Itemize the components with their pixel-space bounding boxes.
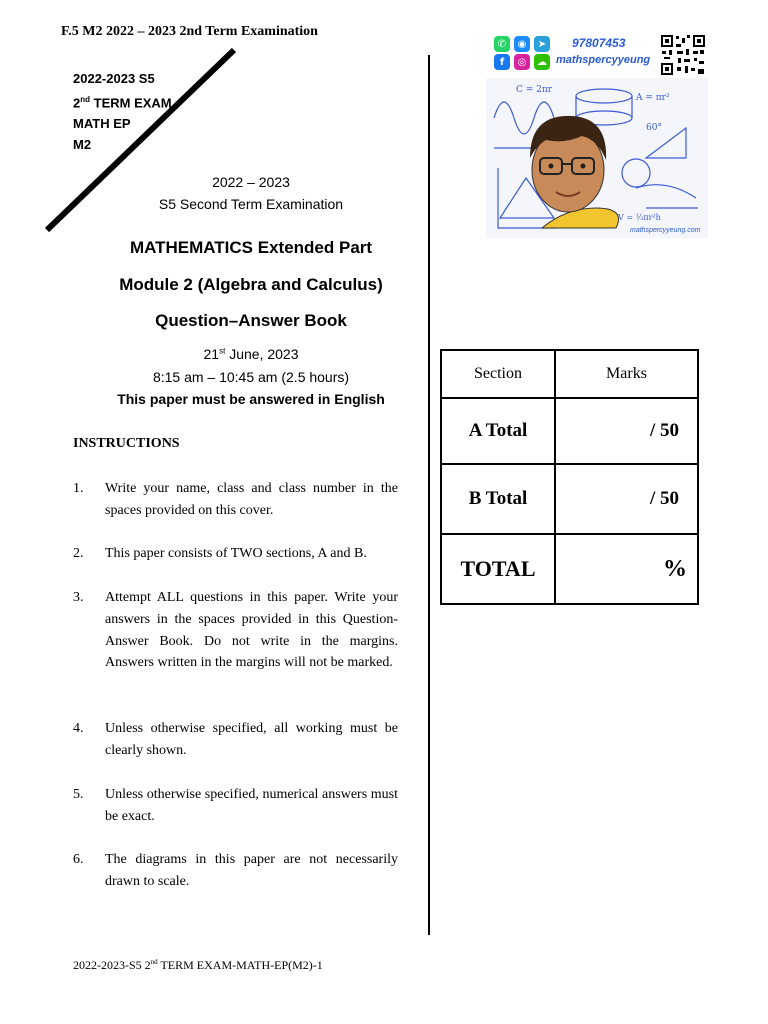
corner-term-text: TERM EXAM (90, 95, 172, 111)
table-row (441, 464, 698, 534)
instruction-item (73, 718, 398, 762)
section-b-label: B Total (441, 464, 555, 534)
table-total-row (441, 534, 698, 604)
total-label: TOTAL (441, 534, 555, 604)
instruction-item (73, 543, 398, 565)
cover-date-rest: June, 2023 (225, 346, 299, 362)
signal-icon: ◉ (514, 36, 530, 52)
instruction-number: 4. (73, 721, 84, 736)
cover-exam-name: S5 Second Term Examination (158, 196, 344, 212)
contact-phone: 97807453 (572, 36, 626, 50)
instruction-item (73, 849, 398, 893)
doodle-formula: A = πr² (636, 93, 670, 103)
telegram-icon: ➤ (534, 36, 550, 52)
table-row (441, 398, 698, 464)
instruction-number: 5. (73, 787, 84, 802)
cover-subject: MATHEMATICS Extended Part (129, 238, 373, 257)
instruction-item (73, 587, 398, 674)
corner-term-suffix: nd (80, 95, 91, 104)
cover-language-note: This paper must be answered in English (117, 391, 385, 407)
teacher-logo (486, 32, 708, 238)
social-handle: mathspercyyeung (556, 54, 651, 66)
marks-table (440, 349, 699, 605)
wechat-icon: ☁ (534, 54, 550, 70)
column-header-marks: Marks (555, 350, 698, 398)
page-footer (73, 958, 323, 973)
footer-suffix: nd (150, 958, 158, 966)
cover-date-suffix: st (219, 346, 226, 356)
instruction-text: Attempt ALL questions in this paper. Write your answers in the spaces provided in this Question-Answer Book. Do not write in the margins. Answers written in the margins will not be marked. (105, 590, 398, 671)
corner-term-number: 2 (73, 95, 81, 111)
footer-prefix: 2022-2023-S5 2 (73, 958, 151, 972)
instruction-number: 3. (73, 590, 84, 605)
website-label: mathspercyyeung.com (630, 227, 701, 234)
total-percent: % (555, 534, 698, 604)
doodle-formula: 60° (646, 123, 662, 133)
section-a-label: A Total (441, 398, 555, 464)
table-header-row (441, 350, 698, 398)
cover-date-day: 21 (203, 346, 220, 362)
footer-rest: TERM EXAM-MATH-EP(M2)-1 (157, 958, 323, 972)
doodle-formula: C = 2πr (516, 85, 553, 95)
cover-time: 8:15 am – 10:45 am (2.5 hours) (152, 369, 350, 385)
social-icons-row-2 (494, 54, 550, 70)
instagram-icon: ◎ (514, 54, 530, 70)
header-title: F.5 M2 2022 – 2023 2nd Term Examination (61, 24, 318, 39)
corner-line-3: MATH EP (73, 116, 131, 132)
doodle-formula: V = ⅓πr²h (618, 213, 661, 222)
instruction-item (73, 784, 398, 828)
corner-exam-label (73, 68, 172, 155)
cover-year: 2022 – 2023 (212, 174, 290, 190)
column-header-section: Section (441, 350, 555, 398)
instruction-number: 2. (73, 546, 84, 561)
corner-line-4: M2 (73, 137, 92, 153)
social-icons-row-1 (494, 36, 550, 52)
instruction-text: This paper consists of TWO sections, A and B. (105, 546, 367, 561)
section-b-marks: / 50 (555, 464, 698, 534)
instruction-number: 6. (73, 852, 84, 867)
instruction-text: Unless otherwise specified, numerical answers must be exact. (105, 787, 398, 824)
math-doodle-illustration (486, 78, 708, 238)
instruction-item (73, 478, 398, 522)
instructions-heading: INSTRUCTIONS (73, 436, 180, 451)
corner-line-2 (73, 89, 172, 113)
cover-book-title: Question–Answer Book (155, 311, 347, 330)
corner-line-1: 2022-2023 S5 (73, 71, 155, 86)
instruction-text: The diagrams in this paper are not necessarily drawn to scale. (105, 852, 398, 889)
whatsapp-icon: ✆ (494, 36, 510, 52)
cover-module: Module 2 (Algebra and Calculus) (119, 275, 383, 294)
instruction-text: Write your name, class and class number in the spaces provided on this cover. (105, 481, 398, 518)
instruction-text: Unless otherwise specified, all working must be clearly shown. (105, 721, 398, 758)
qr-code-icon (660, 34, 706, 76)
facebook-icon: f (494, 54, 510, 70)
instruction-number: 1. (73, 481, 84, 496)
cover-date (60, 346, 442, 362)
vertical-divider (428, 55, 430, 935)
section-a-marks: / 50 (555, 398, 698, 464)
